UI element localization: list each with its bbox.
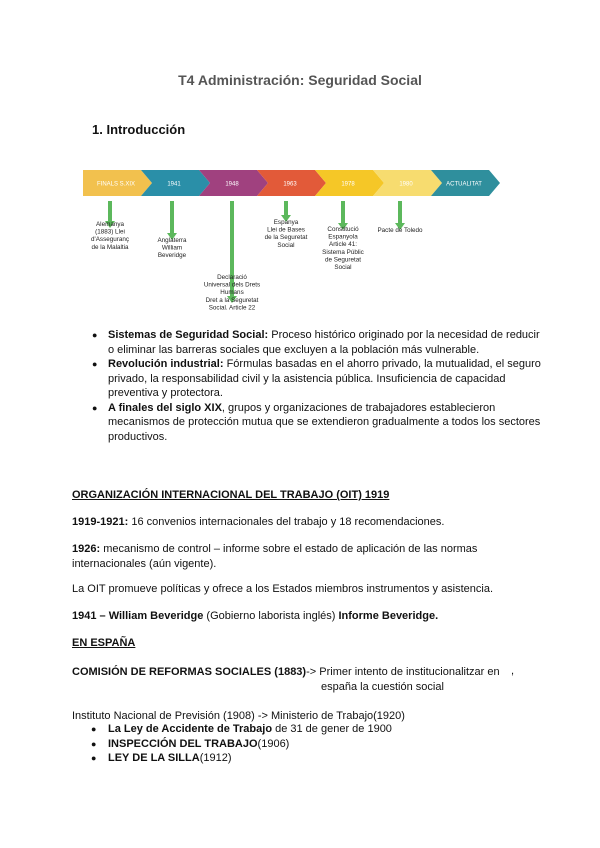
timeline-stage-label: ACTUALITAT — [446, 181, 482, 188]
spain-list — [108, 722, 392, 766]
timeline-note-line: Beveridge — [157, 252, 187, 260]
spain-item-label: INSPECCIÓN DEL TRABAJO — [108, 737, 258, 750]
timeline-arrow-shaft — [341, 201, 345, 223]
timeline-stage-label: 1941 — [167, 181, 181, 188]
comision-line — [72, 665, 542, 680]
oit-paragraph-1 — [72, 515, 542, 530]
spain-item-label: La Ley de Accidente de Trabajo — [108, 723, 273, 735]
timeline-arrow-shaft — [398, 201, 402, 223]
bullet-text: Proceso histórico originado por la necesidad de reducir o eliminar las barreras sociales que excluyen a la población más vulnerable. — [108, 329, 540, 356]
oit-paragraph-2 — [72, 542, 492, 572]
timeline-note-line: de la Seguretat — [264, 234, 308, 242]
bullet-item — [108, 401, 548, 445]
oit-p4-label-2: Informe Beveridge. — [338, 610, 439, 622]
timeline-arrow-shaft — [170, 201, 174, 233]
intro-bullet-list — [92, 328, 548, 444]
timeline-note-line: d'Asseguranç — [91, 236, 129, 244]
timeline-note-line: (1883) Llei — [95, 228, 125, 236]
timeline-note-line: Pacte de Toledo — [377, 227, 423, 234]
timeline-stage-label: 1963 — [283, 181, 297, 188]
bullet-text: Fórmulas basadas en el ahorro privado, la mutualidad, el seguro privado, la responsabilidad civil y la asistencia pública. Insuficiencia de capacidad preventiva y protectora. — [108, 358, 541, 399]
timeline-note-line: Constitució — [327, 226, 359, 233]
bullet-item — [108, 328, 548, 357]
timeline-stage-label: 1978 — [341, 181, 355, 188]
comision-label: COMISIÓN DE REFORMAS SOCIALES (1883) — [72, 666, 307, 678]
timeline-note-line: Espanya — [273, 219, 299, 226]
timeline-note-line: Anglaterra — [157, 237, 187, 244]
oit-p1-text: 16 convenios internacionales del trabajo y 18 recomendaciones. — [128, 516, 445, 528]
comision-text-1: Primer intento de institucionalitzar en — [316, 666, 500, 678]
spain-item-text: de 31 de gener de 1900 — [272, 723, 392, 735]
timeline-note-line: Declaració — [217, 274, 247, 281]
bullet-label: Sistemas de Seguridad Social: — [108, 329, 269, 341]
bullet-label: A finales del siglo XIX — [108, 401, 222, 414]
comision-text-2: españa la cuestión social — [321, 681, 444, 693]
timeline-note-line: Alemanya — [95, 221, 125, 228]
instituto-line: Instituto Nacional de Previsión (1908) -> Ministerio de Trabajo(1920) — [72, 710, 405, 722]
oit-p2-text: mecanismo de control – informe sobre el estado de aplicación de las normas internacionales (aún vigente). — [72, 543, 478, 570]
timeline-note-line: Sistema Públic — [322, 248, 364, 256]
timeline-arrow-shaft — [284, 201, 288, 215]
timeline-arrow-shaft — [108, 201, 112, 221]
bullet-label: Revolución industrial: — [108, 358, 224, 370]
timeline-note-line: Universal dels Drets — [203, 281, 261, 289]
spain-item-label: LEY DE LA SILLA — [108, 752, 200, 764]
spain-list-item — [108, 737, 392, 752]
spain-heading: EN ESPAÑA — [72, 637, 136, 649]
timeline-stage-label: 1980 — [399, 181, 413, 188]
oit-p4-label: 1941 – William Beveridge — [72, 610, 204, 622]
timeline-note-line: Social — [334, 264, 352, 271]
timeline-figure — [80, 168, 500, 323]
oit-p4-text: (Gobierno laborista inglés) — [203, 610, 339, 622]
oit-p2-label: 1926: — [72, 543, 101, 555]
spain-item-text: (1912) — [199, 752, 232, 764]
timeline-stage-label: FINALS S.XIX — [96, 181, 136, 188]
timeline-note-line: Humans — [220, 289, 244, 297]
timeline-stage-label: 1948 — [225, 181, 239, 188]
bullet-text: , grupos y organizaciones de trabajadores establecieron mecanismos de protección mutua que se extendieron gradualmente a todos los sectores productivos. — [108, 401, 541, 443]
timeline-note-line: Social. Article 22 — [208, 304, 256, 312]
timeline-note-line: Llei de Bases — [267, 226, 305, 234]
timeline-note-line: Article 41: — [329, 241, 357, 249]
comision-comma: , — [511, 665, 515, 677]
spain-list-item — [108, 722, 392, 737]
timeline-note-line: de Seguretat — [324, 256, 362, 264]
section-heading-intro: 1. Introducción — [92, 122, 186, 137]
oit-paragraph-3: La OIT promueve políticas y ofrece a los Estados miembros instrumentos y asistencia. — [72, 583, 494, 595]
oit-paragraph-4 — [72, 609, 542, 624]
timeline-note-line: William — [161, 244, 183, 252]
timeline-note-line: Social — [277, 241, 295, 249]
timeline-note-line: de la Malaltia — [91, 243, 129, 251]
oit-p1-label: 1919-1921: — [72, 516, 129, 528]
bullet-item — [108, 357, 548, 401]
oit-heading: ORGANIZACIÓN INTERNACIONAL DEL TRABAJO (OIT) 1919 — [72, 489, 390, 501]
spain-list-item — [108, 751, 392, 766]
page-title: T4 Administración: Seguridad Social — [178, 72, 422, 88]
comision-arrow: -> — [306, 666, 317, 678]
spain-item-text: (1906) — [257, 737, 290, 750]
timeline-note-line: Dret a la Seguretat — [205, 296, 259, 304]
timeline-note-line: Espanyola — [328, 233, 358, 241]
